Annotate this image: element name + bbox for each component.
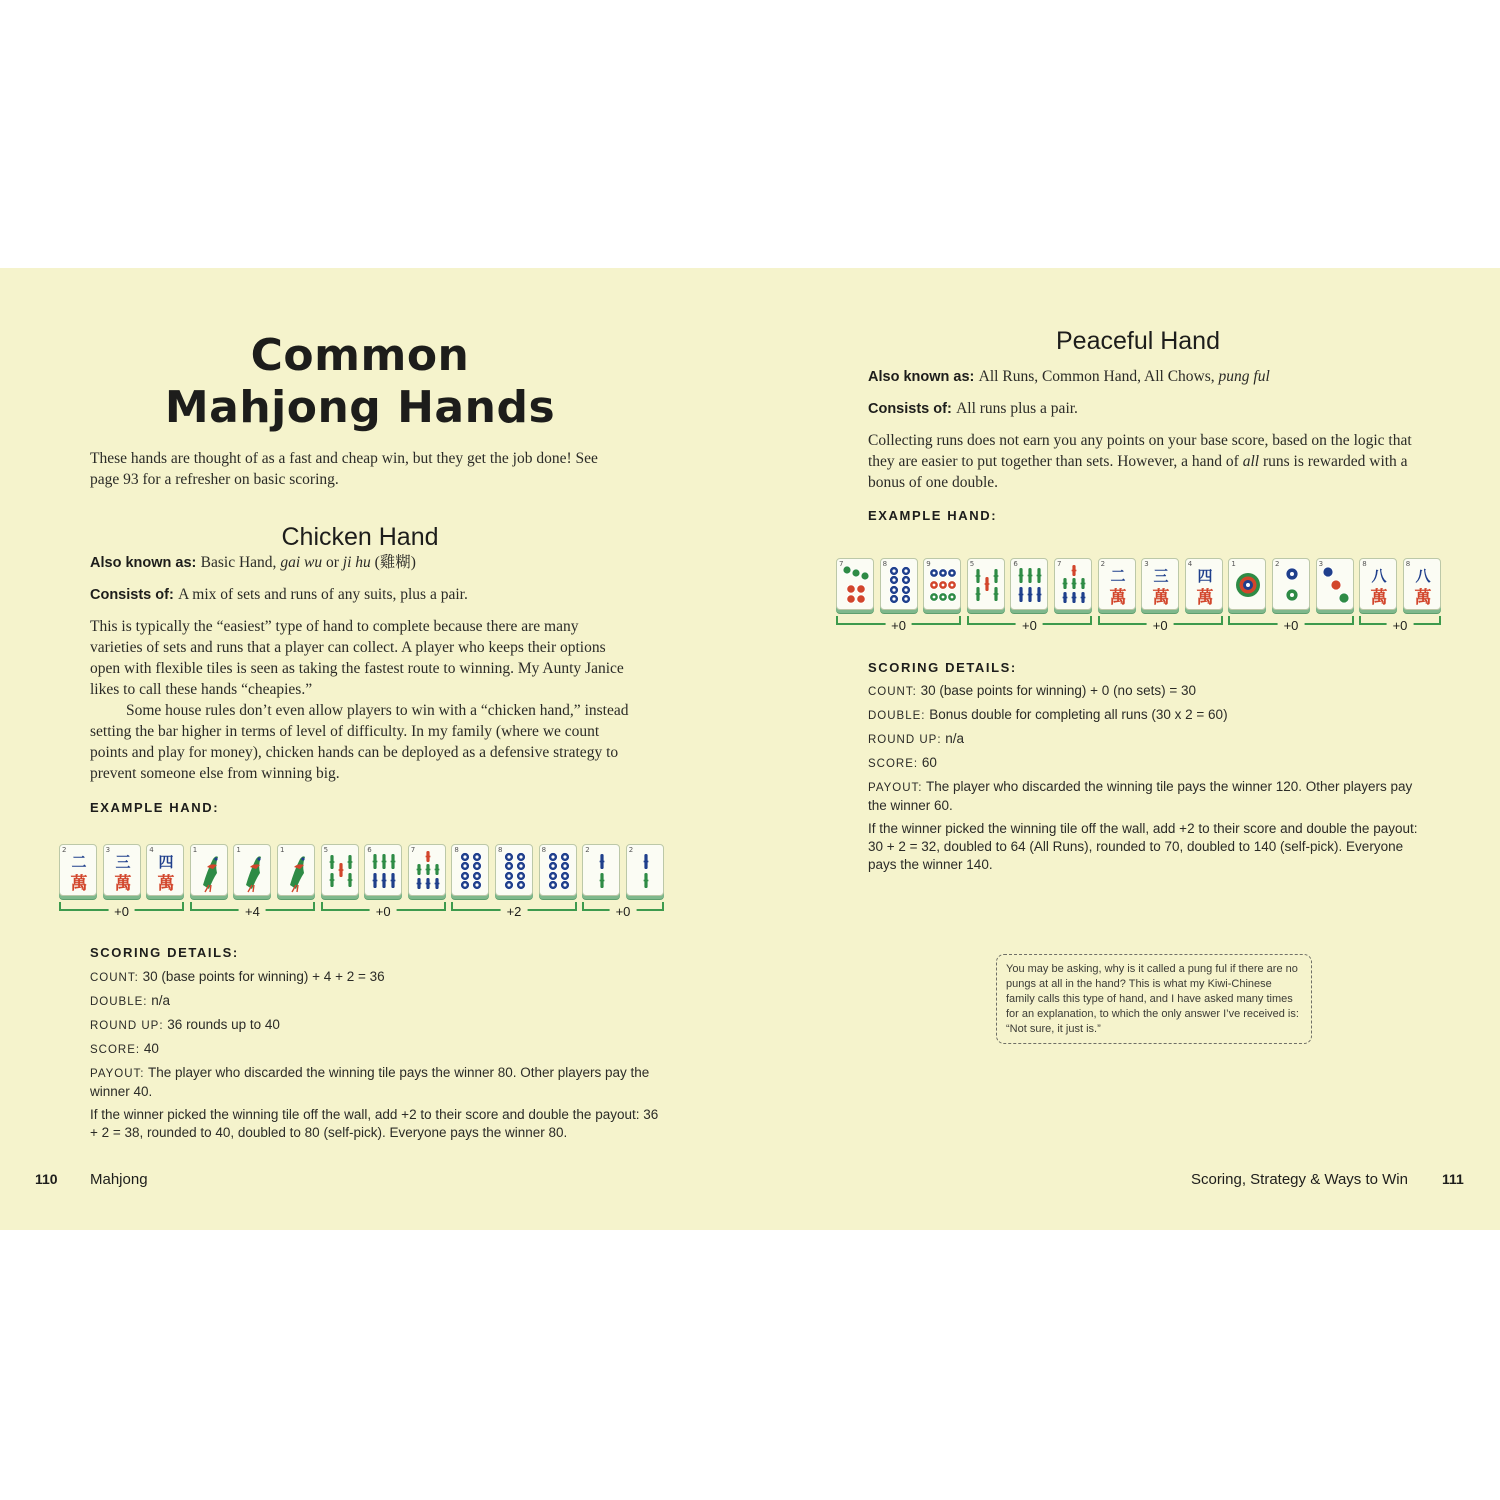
tile-corner-number: 8 xyxy=(541,846,547,854)
tile-corner-number: 2 xyxy=(1275,560,1280,568)
group-score-label: +0 xyxy=(370,904,397,919)
svg-text:萬: 萬 xyxy=(1109,588,1127,608)
peaceful-tile-character-8 xyxy=(1403,558,1441,610)
peaceful-tile-dots-8 xyxy=(880,558,918,610)
aka-label: Also known as: xyxy=(90,555,197,571)
consists-label: Consists of: xyxy=(868,401,952,417)
aka-text: All Runs, Common Hand, All Chows, pung ful xyxy=(978,368,1270,385)
count-row: COUNT: 30 (base points for winning) + 0 (no sets) = 30 xyxy=(868,683,1196,698)
chicken-tile-bamboo-2 xyxy=(582,844,620,896)
tile-corner-number: 4 xyxy=(1187,560,1193,568)
chicken-scoring-details xyxy=(90,968,660,1142)
group-score-label: +0 xyxy=(610,904,637,919)
peaceful-scoring-label: SCORING DETAILS: xyxy=(868,660,1017,675)
running-head-right: Scoring, Strategy & Ways to Win xyxy=(1190,1171,1408,1188)
page-number-left: 110 xyxy=(35,1171,58,1187)
tile-corner-number: 2 xyxy=(1100,560,1106,568)
tile-corner-number: 1 xyxy=(1231,560,1236,568)
chicken-tile-bamboo-7 xyxy=(408,844,446,896)
peaceful-tile-bamboo-7 xyxy=(1054,558,1092,610)
book-spread xyxy=(0,268,1500,1230)
count-row: COUNT: 30 (base points for winning) + 4 + 2 = 36 xyxy=(90,969,385,984)
chicken-body-p1: This is typically the “easiest” type of hand to complete because there are many varieties of sets and runs that a player can collect. A player who keeps their options open with flexible tiles is seen as taking the fastest route to winning. My Aunty Janice likes to call these hands “cheapies.” xyxy=(90,618,624,698)
title-line-2: Mahjong Hands xyxy=(164,382,556,433)
chicken-tile-bamboo-1 xyxy=(233,844,271,896)
chicken-group-bracket xyxy=(190,902,315,919)
consists-text: All runs plus a pair. xyxy=(956,400,1078,417)
tile-corner-number: 6 xyxy=(1013,560,1018,568)
group-score-label: +2 xyxy=(501,904,528,919)
tile-corner-number: 5 xyxy=(323,846,329,854)
chicken-tile-dots-8 xyxy=(539,844,577,896)
group-score-label: +0 xyxy=(1016,618,1043,633)
chicken-group-bracket xyxy=(451,902,576,919)
svg-text:萬: 萬 xyxy=(1414,588,1432,608)
chicken-tile-bamboo-6 xyxy=(364,844,402,896)
tile-corner-number: 7 xyxy=(839,560,844,568)
chicken-body xyxy=(90,616,630,784)
running-head-left: Mahjong xyxy=(90,1171,148,1188)
page-title xyxy=(90,330,630,434)
peaceful-tile-character-8 xyxy=(1359,558,1397,610)
roundup-row: ROUND UP: n/a xyxy=(868,731,965,746)
chicken-aka xyxy=(90,552,630,574)
group-score-label: +0 xyxy=(1147,618,1174,633)
peaceful-tile-dots-2 xyxy=(1272,558,1310,610)
chicken-tile-character-4 xyxy=(146,844,184,896)
chicken-tile-bamboo-1 xyxy=(277,844,315,896)
consists-label: Consists of: xyxy=(90,587,174,603)
svg-text:八: 八 xyxy=(1415,567,1431,585)
svg-text:萬: 萬 xyxy=(70,874,88,894)
intro-paragraph: These hands are thought of as a fast and cheap win, but they get the job done! See page 93 for a refresher on basic scoring. xyxy=(90,450,598,488)
peaceful-group-bracket xyxy=(967,616,1092,633)
svg-text:三: 三 xyxy=(1153,567,1169,585)
tile-corner-number: 1 xyxy=(236,846,241,854)
chicken-body-p2: Some house rules don’t even allow players to win with a “chicken hand,” instead setting the bar higher in terms of level of difficulty. In my family (where we count points and play for money), chicken hands can be deployed as a defensive strategy to prevent someone else from winning big. xyxy=(90,702,629,782)
tile-corner-number: 2 xyxy=(585,846,590,854)
chicken-consists xyxy=(90,584,630,606)
chicken-group-bracket xyxy=(59,902,184,919)
peaceful-group-bracket xyxy=(1098,616,1223,633)
group-score-label: +4 xyxy=(239,904,266,919)
svg-text:二: 二 xyxy=(1110,567,1126,585)
peaceful-tile-dots-9 xyxy=(923,558,961,610)
peaceful-example-label: EXAMPLE HAND: xyxy=(868,508,998,523)
score-row: SCORE: 40 xyxy=(90,1041,159,1056)
svg-text:八: 八 xyxy=(1371,567,1387,585)
roundup-row: ROUND UP: 36 rounds up to 40 xyxy=(90,1017,280,1032)
peaceful-group-bracket xyxy=(1359,616,1441,633)
peaceful-tile-dots-3 xyxy=(1316,558,1354,610)
tile-corner-number: 6 xyxy=(367,846,372,854)
chicken-tile-bamboo-5 xyxy=(321,844,359,896)
svg-text:萬: 萬 xyxy=(157,874,175,894)
svg-text:萬: 萬 xyxy=(1370,588,1388,608)
group-score-label: +0 xyxy=(1387,618,1414,633)
peaceful-tile-bamboo-6 xyxy=(1010,558,1048,610)
peaceful-tile-character-3 xyxy=(1141,558,1179,610)
chicken-group-bracket xyxy=(321,902,446,919)
tile-corner-number: 7 xyxy=(410,846,416,854)
aka-text: Basic Hand, gai wu or ji hu (雞糊) xyxy=(200,554,416,571)
peaceful-hand-title: Peaceful Hand xyxy=(1055,327,1220,355)
peaceful-group-bracket xyxy=(836,616,961,633)
tile-corner-number: 8 xyxy=(498,846,503,854)
sidebar-note: You may be asking, why is it called a pung ful if there are no pungs at all in the hand? This is what my Kiwi-Chinese family calls this type of hand, and I have asked many times for an explanation, to which the only answer I’ve received is: “Not sure, it just is.” xyxy=(996,954,1312,1044)
group-score-label: +0 xyxy=(108,904,135,919)
chicken-tile-dots-8 xyxy=(451,844,489,896)
peaceful-aka xyxy=(868,366,1428,388)
chicken-tile-bamboo-1 xyxy=(190,844,228,896)
peaceful-tile-character-2 xyxy=(1098,558,1136,610)
peaceful-tile-dots-1 xyxy=(1228,558,1266,610)
selfpick-row: If the winner picked the winning tile off the wall, add +2 to their score and double the payout: 36 + 2 = 38, rounded to 40, doubled to 80 (self-pick). Everyone pays the winner 80. xyxy=(90,1107,659,1140)
double-row: DOUBLE: Bonus double for completing all runs (30 x 2 = 60) xyxy=(868,707,1228,722)
tile-corner-number: 2 xyxy=(62,846,67,854)
tile-corner-number: 8 xyxy=(454,846,459,854)
group-score-label: +0 xyxy=(1278,618,1305,633)
svg-text:萬: 萬 xyxy=(114,874,132,894)
tile-corner-number: 2 xyxy=(628,846,634,854)
tile-corner-number: 9 xyxy=(926,560,931,568)
tile-corner-number: 7 xyxy=(1057,560,1062,568)
payout-row: PAYOUT: The player who discarded the winning tile pays the winner 120. Other players pay the winner 60. xyxy=(868,779,1413,813)
chicken-group-bracket xyxy=(582,902,664,919)
peaceful-tile-dots-7 xyxy=(836,558,874,610)
peaceful-body: Collecting runs does not earn you any points on your base score, based on the logic that they are easier to put together than sets. However, a hand of all runs is rewarded with a bonus of one double. xyxy=(868,432,1412,491)
group-score-label: +0 xyxy=(885,618,912,633)
score-row: SCORE: 60 xyxy=(868,755,937,770)
page-number-right: 111 xyxy=(1442,1171,1464,1187)
peaceful-tile-bamboo-5 xyxy=(967,558,1005,610)
selfpick-row: If the winner picked the winning tile off the wall, add +2 to their score and double the payout: 30 + 2 = 32, doubled to 64 (All Runs), rounded to 70, doubled to 140 (self-pick). Everyone pays the winner 140. xyxy=(868,821,1418,872)
title-line-1: Common xyxy=(250,330,470,381)
svg-text:四: 四 xyxy=(158,853,174,871)
tile-corner-number: 5 xyxy=(969,560,975,568)
consists-text: A mix of sets and runs of any suits, plus a pair. xyxy=(178,586,468,603)
peaceful-group-bracket xyxy=(1228,616,1353,633)
chicken-hand-title: Chicken Hand xyxy=(281,523,439,551)
tile-corner-number: 3 xyxy=(105,846,111,854)
tile-corner-number: 8 xyxy=(1362,560,1367,568)
svg-text:四: 四 xyxy=(1197,567,1213,585)
peaceful-consists xyxy=(868,398,1428,420)
svg-text:三: 三 xyxy=(115,853,131,871)
double-row: DOUBLE: n/a xyxy=(90,993,171,1008)
chicken-scoring-label: SCORING DETAILS: xyxy=(90,945,239,960)
tile-corner-number: 3 xyxy=(1318,560,1324,568)
peaceful-tile-character-4 xyxy=(1185,558,1223,610)
chicken-tile-bamboo-2 xyxy=(626,844,664,896)
chicken-tile-character-3 xyxy=(103,844,141,896)
tile-corner-number: 3 xyxy=(1144,560,1149,568)
chicken-tile-dots-8 xyxy=(495,844,533,896)
tile-corner-number: 1 xyxy=(192,846,198,854)
tile-corner-number: 4 xyxy=(149,846,154,854)
tile-corner-number: 8 xyxy=(1405,560,1411,568)
peaceful-scoring-details xyxy=(868,682,1424,874)
tile-corner-number: 1 xyxy=(280,846,285,854)
chicken-tile-character-2 xyxy=(59,844,97,896)
aka-label: Also known as: xyxy=(868,369,975,385)
svg-text:二: 二 xyxy=(71,853,87,871)
tile-corner-number: 8 xyxy=(882,560,888,568)
svg-text:萬: 萬 xyxy=(1196,588,1214,608)
chicken-example-label: EXAMPLE HAND: xyxy=(90,800,220,815)
payout-row: PAYOUT: The player who discarded the winning tile pays the winner 80. Other players pay the winner 40. xyxy=(90,1065,650,1099)
svg-text:萬: 萬 xyxy=(1152,588,1170,608)
